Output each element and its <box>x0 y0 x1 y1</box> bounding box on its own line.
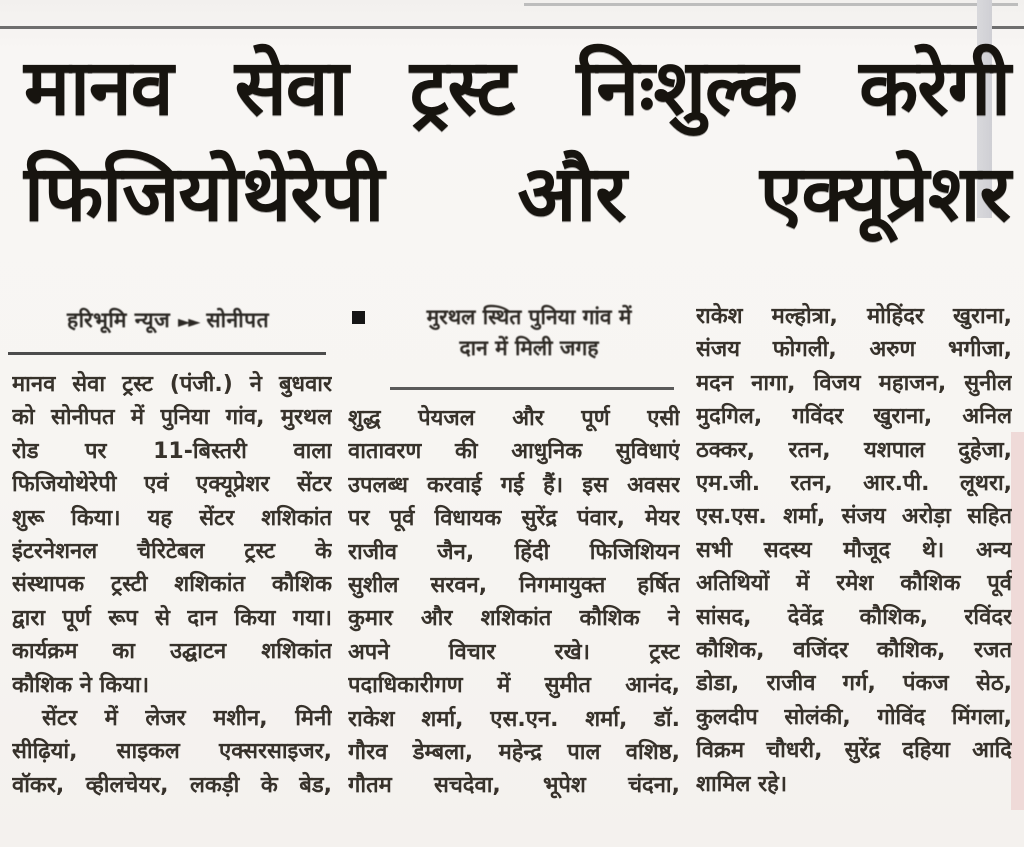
text-line: मानव सेवा ट्रस्ट (पंजी.) ने बुधवार <box>12 372 332 397</box>
byline-arrows-icon: ►► <box>177 312 199 331</box>
text-line: उपलब्ध करवाई गई हैं। इस अवसर <box>348 472 680 498</box>
text-line: विक्रम चौधरी, सुरेंद्र दहिया आदि <box>696 738 1012 764</box>
column-left <box>12 368 332 802</box>
text-line: सीढ़ियां, साइकल एक्सरसाइजर, <box>12 739 332 765</box>
top-divider <box>0 26 1024 29</box>
top-right-divider <box>524 3 1018 6</box>
text-line: को सोनीपत में पुनिया गांव, मुरथल <box>12 405 332 431</box>
text-line: पदाधिकारीगण में सुमीत आनंद, <box>348 673 680 699</box>
adjacent-page-edge <box>1011 432 1024 810</box>
text-line: कौशिक ने किया। <box>12 672 150 698</box>
text-line: मुदगिल, गविंदर खुराना, अनिल <box>696 404 1012 430</box>
text-line: वॉकर, व्हीलचेयर, लकड़ी के बेड, <box>12 772 332 798</box>
text-line: वातावरण की आधुनिक सुविधाएं <box>348 439 680 465</box>
text-line: राकेश शर्मा, एस.एन. शर्मा, डॉ. <box>348 706 680 732</box>
text-line: इंटरनेशनल चैरिटेबल ट्रस्ट के <box>12 539 332 565</box>
text-line: मदन नागा, विजय महाजन, सुनील <box>696 370 1012 396</box>
subhead-line-1: मुरथल स्थित पुनिया गांव में <box>426 305 632 329</box>
byline-city: सोनीपत <box>206 308 270 332</box>
article-subhead <box>382 302 676 364</box>
text-line: कुमार और शशिकांत कौशिक ने <box>348 606 680 632</box>
text-line: फिजियोथेरेपी एवं एक्यूप्रेशर सेंटर <box>12 472 332 498</box>
text-line: शुरू किया। यह सेंटर शशिकांत <box>12 505 332 531</box>
text-line: सेंटर में लेजर मशीन, मिनी <box>42 706 332 732</box>
text-line: ठक्कर, रतन, यशपाल दुहेजा, <box>696 437 1012 463</box>
text-line: एम.जी. रतन, आर.पी. लूथरा, <box>696 471 1012 497</box>
subhead-divider <box>390 387 674 390</box>
text-line: पर पूर्व विधायक सुरेंद्र पंवार, मेयर <box>348 506 680 532</box>
text-line: अतिथियों में रमेश कौशिक पूर्व <box>696 571 1012 597</box>
text-line: शामिल रहे। <box>696 771 788 797</box>
text-line: कौशिक, वजिंदर कौशिक, रजत <box>696 638 1012 664</box>
text-line: द्वारा पूर्ण रूप से दान किया गया। <box>12 605 332 631</box>
text-line: कार्यक्रम का उद्घाटन शशिकांत <box>12 639 332 665</box>
column-middle <box>348 402 680 803</box>
byline-agency: हरिभूमि न्यूज <box>66 308 171 332</box>
text-line: सुशील सरवन, निगमायुक्त हर्षित <box>348 573 680 599</box>
text-line: गौरव डेम्बला, महेन्द्र पाल वशिष्ठ, <box>348 740 680 766</box>
text-line: एस.एस. शर्मा, संजय अरोड़ा सहित <box>696 504 1012 530</box>
text-line: अपने विचार रखे। ट्रस्ट <box>348 639 680 665</box>
article-headline <box>24 36 1010 248</box>
text-line: सभी सदस्य मौजूद थे। अन्य <box>696 537 1012 563</box>
text-line: राजीव जैन, हिंदी फिजिशियन <box>348 539 680 565</box>
subhead-line-2: दान में मिली जगह <box>459 336 599 360</box>
text-line: संस्थापक ट्रस्टी शशिकांत कौशिक <box>12 572 332 598</box>
column-right <box>696 300 1012 801</box>
text-line: संजय फोगली, अरुण भगीजा, <box>696 337 1012 363</box>
byline-divider <box>8 352 326 355</box>
text-line: गौतम सचदेवा, भूपेश चंदना, <box>348 773 680 799</box>
text-line: राकेश मल्होत्रा, मोहिंदर खुराना, <box>696 304 1012 329</box>
text-line: सांसद, देवेंद्र कौशिक, रविंदर <box>696 604 1012 630</box>
text-line: कुलदीप सोलंकी, गोविंद मिंगला, <box>696 704 1012 730</box>
text-line: शुद्ध पेयजल और पूर्ण एसी <box>348 406 680 431</box>
headline-line-2: फिजियोथेरेपी और एक्यूप्रेशर <box>24 150 1010 239</box>
byline <box>10 306 326 334</box>
text-line: रोड पर 11-बिस्तरी वाला <box>12 438 332 464</box>
text-line: डोडा, राजीव गर्ग, पंकज सेठ, <box>696 671 1012 697</box>
headline-line-1: मानव सेवा ट्रस्ट निःशुल्क करेगी <box>24 44 1010 133</box>
square-bullet-icon <box>352 311 365 324</box>
